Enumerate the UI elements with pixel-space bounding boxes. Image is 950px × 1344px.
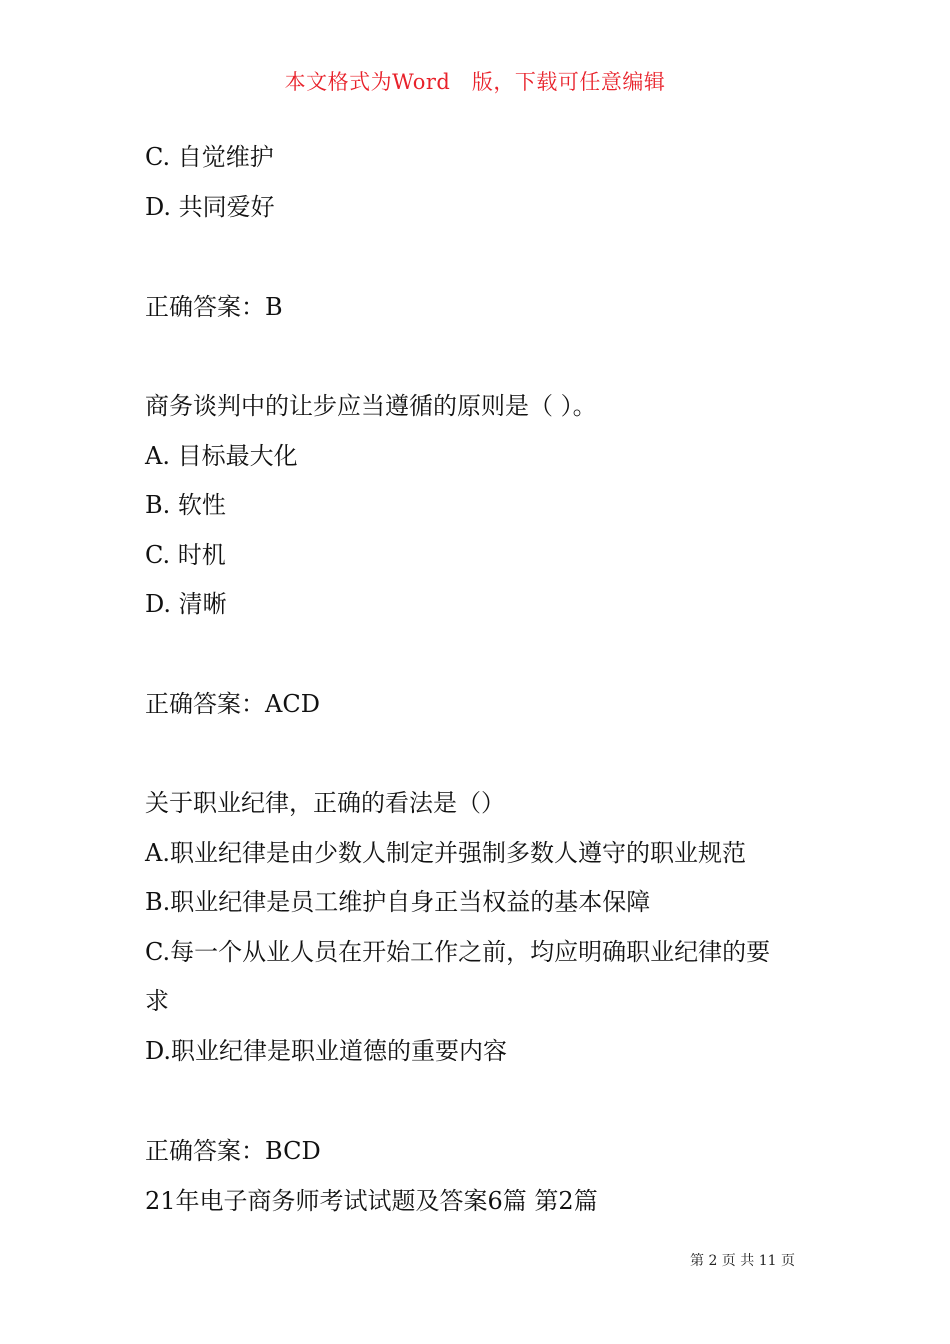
q2-option-a: A. 目标最大化	[145, 442, 298, 470]
q2-option-d: D. 清晰	[145, 590, 227, 618]
section-heading: 21年电子商务师考试试题及答案6篇 第2篇	[145, 1187, 598, 1215]
q3-option-c-line1: C.每一个从业人员在开始工作之前，均应明确职业纪律的要	[145, 938, 771, 966]
page-header	[0, 66, 950, 96]
q2-answer: 正确答案：ACD	[145, 690, 320, 718]
q3-option-c-line2: 求	[145, 987, 169, 1015]
q1-option-d: D. 共同爱好	[145, 193, 275, 221]
q1-option-c: C. 自觉维护	[145, 143, 274, 171]
q3-option-b: B.职业纪律是员工维护自身正当权益的基本保障	[145, 888, 651, 916]
q2-option-b: B. 软性	[145, 491, 226, 519]
q3-question: 关于职业纪律，正确的看法是（）	[145, 789, 505, 817]
q2-option-c: C. 时机	[145, 541, 226, 569]
q2-question: 商务谈判中的让步应当遵循的原则是（ ）。	[145, 392, 597, 420]
page-footer	[690, 1250, 795, 1270]
page-number-label: 第 2 页 共 11 页	[690, 1253, 795, 1269]
q1-answer: 正确答案：B	[145, 293, 283, 321]
q3-option-a: A.职业纪律是由少数人制定并强制多数人遵守的职业规范	[145, 839, 746, 867]
header-notice: 本文格式为Word 版，下载可任意编辑	[284, 70, 666, 94]
q3-answer: 正确答案：BCD	[145, 1137, 321, 1165]
q3-option-d: D.职业纪律是职业道德的重要内容	[145, 1037, 508, 1065]
